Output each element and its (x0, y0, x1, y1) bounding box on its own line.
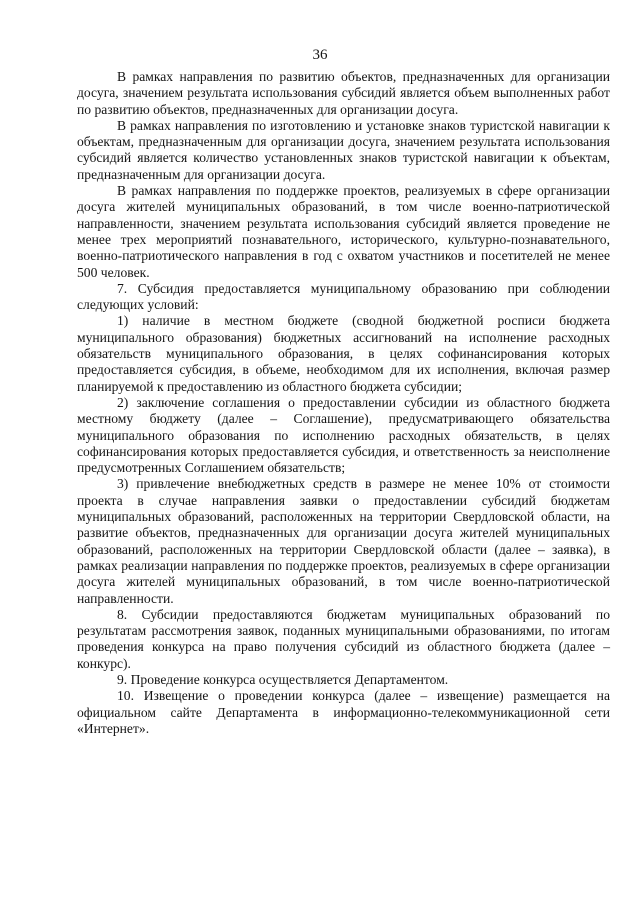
paragraph-condition-2: 2) заключение соглашения о предоставлении субсидии из областного бюджета местному бюджету (далее – Соглашение), предусматривающего обязательства муниципального образования по исполнению расходных обязательств, в целях софинансирования которых предоставляется субсидия, и ответственность за неисполнение предусмотренных Соглашением обязательств; (77, 394, 610, 476)
document-body (77, 69, 610, 737)
paragraph-clause-7: 7. Субсидия предоставляется муниципальному образованию при соблюдении следующих условий: (77, 280, 610, 313)
paragraph-result-navigation-signs: В рамках направления по изготовлению и установке знаков туристской навигации к объектам, предназначенным для организации досуга, значением результата использования субсидий является количество установленных знаков туристской навигации к объектам, предназначенным для организации досуга. (77, 117, 610, 182)
paragraph-result-development: В рамках направления по развитию объектов, предназначенных для организации досуга, значением результата использования субсидий является объем выполненных работ по развитию объектов, предназначенных для организации досуга. (77, 69, 610, 117)
page-number: 36 (312, 47, 328, 63)
paragraph-clause-10: 10. Извещение о проведении конкурса (далее – извещение) размещается на официальном сайте Департамента в информационно-телекоммуникационной сети «Интернет». (77, 688, 610, 736)
paragraph-condition-1: 1) наличие в местном бюджете (сводной бюджетной росписи бюджета муниципального образования) бюджетных ассигнований на исполнение расходных обязательств муниципального образования, в целях софинансирования которых предоставляется субсидия, в объеме, необходимом для их исполнения, включая размер планируемой к предоставлению из областного бюджета субсидии; (77, 313, 610, 394)
paragraph-clause-8: 8. Субсидии предоставляются бюджетам муниципальных образований по результатам рассмотрения заявок, поданных муниципальными образованиями, по итогам проведения конкурса на право получения субсидий из областного бюджета (далее – конкурс). (77, 606, 610, 671)
paragraph-condition-3: 3) привлечение внебюджетных средств в размере не менее 10% от стоимости проекта в случае направления заявки о предоставлении субсидий бюджетам муниципальных образований, расположенных на территории Свердловской области, на развитие объектов, предназначенных для организации досуга жителей муниципальных образований, расположенных на территории Свердловской области (далее – заявка), в рамках реализации направления по поддержке проектов, реализуемых в сфере организации досуга жителей муниципальных образований, в том числе военно-патриотической направленности. (77, 476, 610, 606)
paragraph-clause-9: 9. Проведение конкурса осуществляется Департаментом. (117, 671, 449, 687)
paragraph-result-project-support: В рамках направления по поддержке проектов, реализуемых в сфере организации досуга жителей муниципальных образований, в том числе военно-патриотической направленности, значением результата использования субсидий является проведение не менее трех мероприятий познавательного, исторического, культурно-познавательного, военно-патриотического направления в год с охватом участников и посетителей не менее 500 человек. (77, 183, 610, 280)
